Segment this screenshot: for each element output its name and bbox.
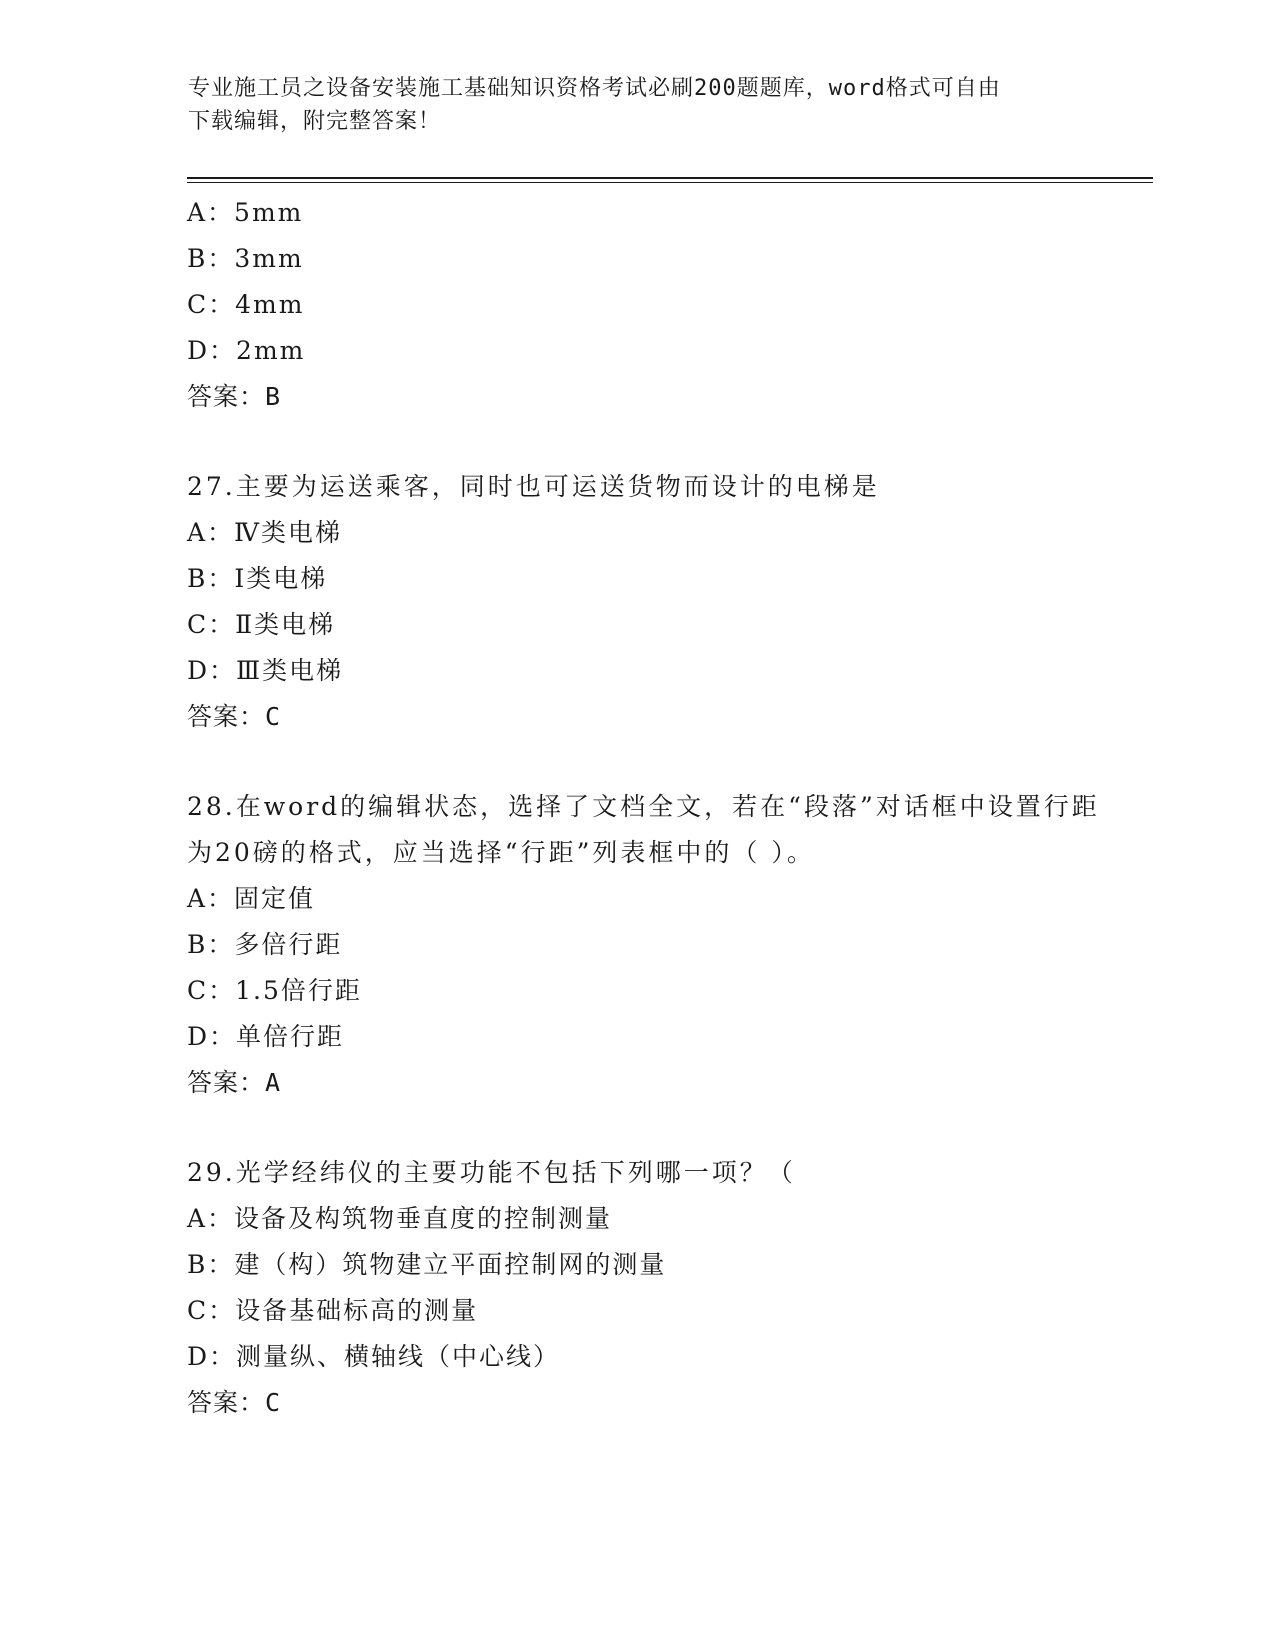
header-rule-thick [187,177,1153,179]
answer: 答案：A [187,1068,282,1097]
document-header [188,72,1068,138]
answer: 答案：C [187,702,282,731]
answer: 答案：C [187,1388,282,1417]
question-text: 27.主要为运送乘客，同时也可运送货物而设计的电梯是 [187,472,880,501]
option-b: B：多倍行距 [187,930,343,959]
question-28 [187,784,1117,1106]
option-c: C：Ⅱ类电梯 [187,610,336,639]
option-d: D：单倍行距 [187,1022,345,1051]
question-26-continued [187,190,1117,420]
question-29 [187,1150,1117,1426]
question-text: 29.光学经纬仪的主要功能不包括下列哪一项？（ [187,1158,796,1187]
option-d: D：Ⅲ类电梯 [187,656,344,685]
document-body [187,190,1117,1426]
option-c: C：4mm [187,290,305,319]
option-b: B：3mm [187,244,304,273]
option-a: A：设备及构筑物垂直度的控制测量 [187,1204,613,1233]
header-rule-thin [187,182,1153,183]
header-line-1: 专业施工员之设备安装施工基础知识资格考试必刷200题题库，word格式可自由 [188,76,1001,101]
option-b: B：建（构）筑物建立平面控制网的测量 [187,1250,667,1279]
question-27 [187,464,1117,740]
option-b: B：Ⅰ类电梯 [187,564,328,593]
header-line-2: 下载编辑，附完整答案！ [188,109,442,134]
option-d: D：测量纵、横轴线（中心线） [187,1342,561,1371]
option-a: A：固定值 [187,884,316,913]
option-a: A：5mm [187,198,304,227]
option-c: C：1.5倍行距 [187,976,362,1005]
answer: 答案：B [187,382,282,411]
option-d: D：2mm [187,336,306,365]
option-c: C：设备基础标高的测量 [187,1296,479,1325]
question-text: 28.在word的编辑状态，选择了文档全文，若在“段落”对话框中设置行距为20磅的格式，应当选择“行距”列表框中的（ ）。 [187,792,1100,867]
option-a: A：Ⅳ类电梯 [187,518,343,547]
